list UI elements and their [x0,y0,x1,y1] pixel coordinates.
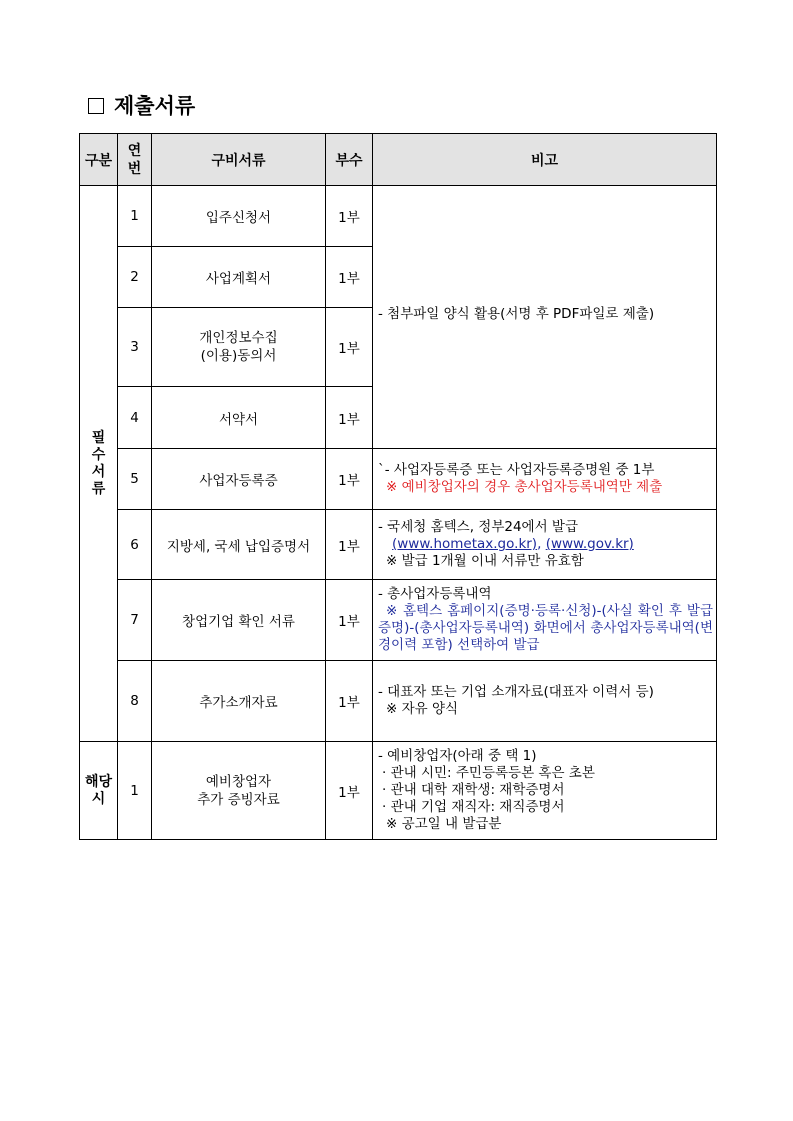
copies: 1부 [326,247,373,308]
document-name: 사업계획서 [152,247,326,308]
row-number: 1 [118,186,152,247]
remarks-prestartup: - 예비창업자(아래 중 택 1) · 관내 시민: 주민등록등본 혹은 초본 · 관내 대학 재학생: 재학증명서 · 관내 기업 재직자: 재직증명서 ※ 공고일 내 발급분 [373,742,717,840]
copies: 1부 [326,742,373,840]
table-row [80,186,717,247]
hometax-link[interactable]: (www.hometax.go.kr) [392,536,538,552]
remarks-business-registration: `- 사업자등록증 또는 사업자등록증명원 중 1부 ※ 예비창업자의 경우 총사업자등록내역만 제출 [373,449,717,510]
document-name: 사업자등록증 [152,449,326,510]
table-row [80,580,717,661]
header-category: 구분 [80,134,118,186]
document-name: 지방세, 국세 납입증명서 [152,510,326,580]
document-name: 입주신청서 [152,186,326,247]
table-row [80,449,717,510]
remarks-startup-confirmation: - 총사업자등록내역 ※ 홈텍스 홈페이지(증명·등록·신청)-(사실 확인 후 발급 증명)-(총사업자등록내역) 화면에서 총사업자등록내역(변경이력 포함) 선택하여 발급 [373,580,717,661]
copies: 1부 [326,449,373,510]
header-copies: 부수 [326,134,373,186]
section-title [88,90,195,120]
checkbox-square-icon [88,98,104,114]
gov-link[interactable]: (www.gov.kr) [545,536,634,552]
copies: 1부 [326,186,373,247]
remarks-additional-intro: - 대표자 또는 기업 소개자료(대표자 이력서 등) ※ 자유 양식 [373,661,717,742]
header-remarks: 비고 [373,134,717,186]
copies: 1부 [326,661,373,742]
copies: 1부 [326,510,373,580]
document-name: 예비창업자 추가 증빙자료 [152,742,326,840]
category-applicable: 해당 시 [80,742,118,840]
row-number: 2 [118,247,152,308]
document-name: 서약서 [152,387,326,449]
section-title-text: 제출서류 [114,94,196,118]
category-required: 필수서류 [80,186,118,742]
header-row [80,134,717,186]
copies: 1부 [326,580,373,661]
remarks-tax-certificate: - 국세청 홈텍스, 정부24에서 발급 (www.hometax.go.kr), (www.gov.kr) ※ 발급 1개월 이내 서류만 유효함 [373,510,717,580]
copies: 1부 [326,308,373,387]
row-number: 8 [118,661,152,742]
document-name: 추가소개자료 [152,661,326,742]
row-number: 5 [118,449,152,510]
document-name: 개인정보수집 (이용)동의서 [152,308,326,387]
row-number: 7 [118,580,152,661]
document-name: 창업기업 확인 서류 [152,580,326,661]
table-row [80,661,717,742]
header-document: 구비서류 [152,134,326,186]
header-number: 연번 [118,134,152,186]
remarks-attachment: - 첨부파일 양식 활용(서명 후 PDF파일로 제출) [373,186,717,449]
documents-table [79,133,717,840]
table-row [80,742,717,840]
row-number: 4 [118,387,152,449]
row-number: 3 [118,308,152,387]
copies: 1부 [326,387,373,449]
table-row [80,510,717,580]
row-number: 6 [118,510,152,580]
row-number: 1 [118,742,152,840]
